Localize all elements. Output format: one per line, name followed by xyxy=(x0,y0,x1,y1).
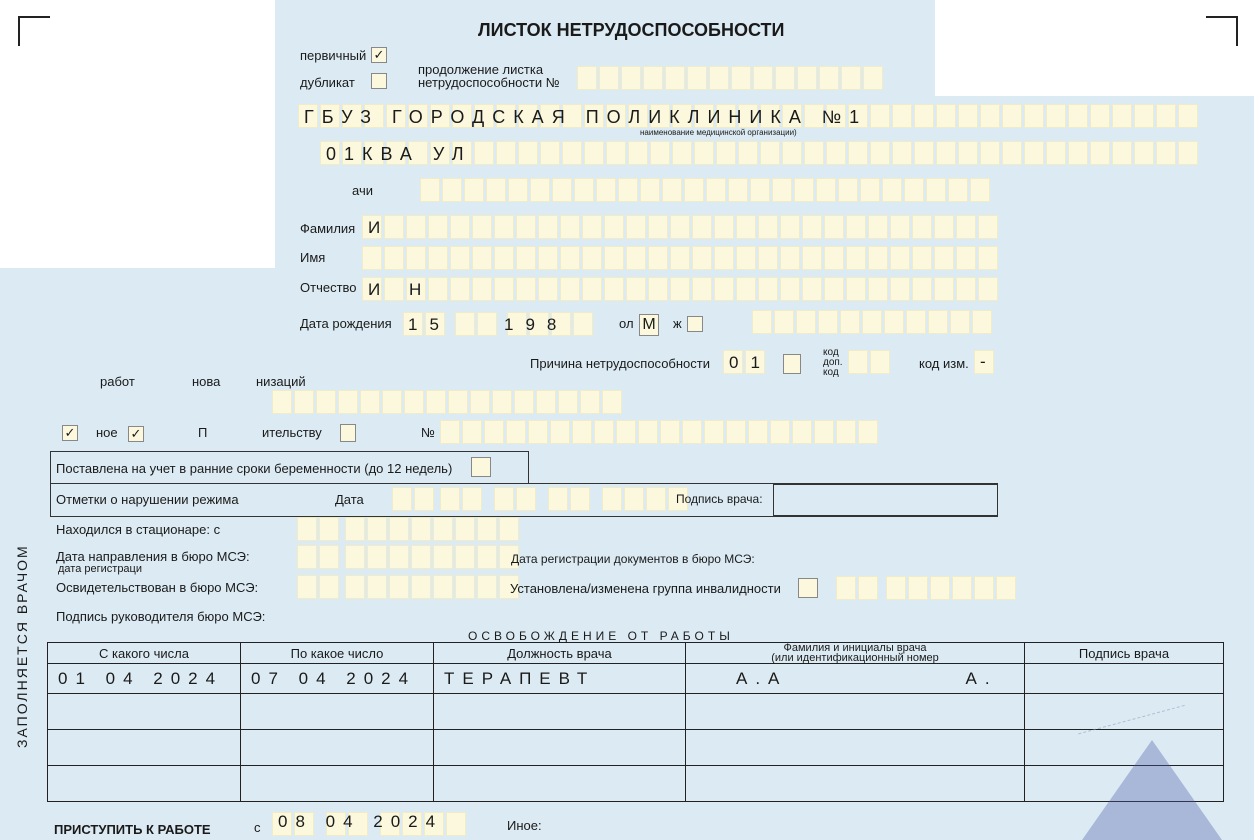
work-org-cells[interactable] xyxy=(272,390,622,414)
main-work-checkbox[interactable]: ✓ xyxy=(62,425,78,441)
release-title: ОСВОБОЖДЕНИЕ ОТ РАБОТЫ xyxy=(468,629,734,643)
patronymic-value: И Н xyxy=(368,280,434,299)
duplicate-checkbox[interactable] xyxy=(371,73,387,89)
sex-f-label: ж xyxy=(673,316,682,331)
extra-cells[interactable] xyxy=(752,310,992,334)
continuation-label-2: нетрудоспособности № xyxy=(418,75,560,90)
row1-from[interactable]: 01 04 2024 xyxy=(48,664,241,694)
form-title: ЛИСТОК НЕТРУДОСПОСОБНОСТИ xyxy=(478,20,785,40)
name-label: Имя xyxy=(300,250,326,265)
row2-doctor-name[interactable] xyxy=(686,694,1025,730)
hospital-date-cells[interactable] xyxy=(297,517,519,541)
reason-label: Причина нетрудоспособности xyxy=(530,356,711,371)
row4-position[interactable] xyxy=(434,766,686,802)
part-time-label: П xyxy=(198,425,208,440)
duplicate-label: дубликат xyxy=(300,75,355,90)
row3-to[interactable] xyxy=(241,730,434,766)
dob-day: 15 xyxy=(408,315,451,334)
row1-doctor-name-value: А.А xyxy=(736,668,788,688)
patronymic-cells[interactable] xyxy=(362,277,998,301)
date-label: Дата xyxy=(335,492,364,507)
col-doctor-name xyxy=(686,643,1025,664)
disability-group-box[interactable] xyxy=(798,578,818,598)
work-org-label-3: низаций xyxy=(256,374,306,389)
seal-stamp xyxy=(1082,740,1222,840)
mse-direction-label: Дата направления в бюро МСЭ: xyxy=(56,549,250,564)
col-signature: Подпись врача xyxy=(1025,643,1224,664)
row1-position[interactable]: ТЕРАПЕВТ xyxy=(434,664,686,694)
redacted-area-top-right xyxy=(935,0,1254,96)
row3-position[interactable] xyxy=(434,730,686,766)
mse-reg-label: Дата регистрации документов в бюро МСЭ: xyxy=(511,552,755,566)
sex-f-checkbox[interactable] xyxy=(687,316,703,332)
continuation-number-cells[interactable] xyxy=(577,66,883,90)
vertical-label: ЗАПОЛНЯЕТСЯ ВРАЧОМ xyxy=(14,544,30,748)
code-dop-3: код xyxy=(823,367,839,378)
continuation-label-1: продолжение листка xyxy=(418,62,544,77)
work-org-label-2: нова xyxy=(192,374,221,389)
primary-label: первичный xyxy=(300,48,367,63)
main-work-label: ное xyxy=(96,425,118,440)
doctor-sign-label: Подпись врача: xyxy=(676,492,763,506)
col-to: По какое число xyxy=(241,643,434,664)
mse-reg-fragment: дата регистраци xyxy=(58,563,142,575)
code-change-value: - xyxy=(980,352,998,371)
sex-label: ол xyxy=(619,316,634,331)
return-label: ПРИСТУПИТЬ К РАБОТЕ xyxy=(54,822,211,837)
row4-from[interactable] xyxy=(48,766,241,802)
row2-position[interactable] xyxy=(434,694,686,730)
code-dop-1: код xyxy=(823,347,839,358)
corner-mark-right xyxy=(1206,16,1238,46)
row1-doctor-initial: А. xyxy=(965,668,998,688)
primary-checkbox[interactable]: ✓ xyxy=(371,47,387,63)
org-caption: наименование медицинской организации) xyxy=(640,128,797,137)
number-label: № xyxy=(421,425,435,440)
col-position: Должность врача xyxy=(434,643,686,664)
row3-doctor-name[interactable] xyxy=(686,730,1025,766)
row4-to[interactable] xyxy=(241,766,434,802)
release-table xyxy=(47,642,1224,802)
col-doctor-name-label: Фамилия и инициалы врача xyxy=(783,642,927,654)
dob-label: Дата рождения xyxy=(300,316,392,331)
mse-head-sign-label: Подпись руководителя бюро МСЭ: xyxy=(56,609,266,624)
row3-from[interactable] xyxy=(48,730,241,766)
row1-doctor-name[interactable] xyxy=(686,664,1025,694)
col-from: С какого числа xyxy=(48,643,241,664)
mse-exam-cells[interactable] xyxy=(297,575,519,599)
part-time-checkbox[interactable]: ✓ xyxy=(128,426,144,442)
reason-extra-box[interactable] xyxy=(783,354,801,374)
code-dop-2: доп. xyxy=(823,357,843,368)
violation-date-cells[interactable] xyxy=(392,487,688,511)
row4-doctor-name[interactable] xyxy=(686,766,1025,802)
row1-to[interactable]: 07 04 2024 xyxy=(241,664,434,694)
code-change-label: код изм. xyxy=(919,356,969,371)
pregnancy-label: Поставлена на учет в ранние сроки беременности (до 12 недель) xyxy=(56,461,453,476)
mse-exam-label: Освидетельствован в бюро МСЭ: xyxy=(56,580,259,595)
mse-direction-cells[interactable] xyxy=(297,545,519,569)
pregnancy-checkbox[interactable] xyxy=(471,457,491,477)
other-label: Иное: xyxy=(507,818,542,833)
work-org-label-1: работ xyxy=(100,374,135,389)
patronymic-label: Отчество xyxy=(300,280,357,295)
disability-label: Установлена/изменена группа инвалидности xyxy=(510,581,781,596)
return-date-value: 08 04 2024 xyxy=(278,812,444,831)
reason-code-value: 01 xyxy=(729,353,772,372)
dob-year: 198 xyxy=(504,315,569,334)
doctor-fragment-label: ачи xyxy=(352,183,373,198)
row2-to[interactable] xyxy=(241,694,434,730)
surname-cells[interactable] xyxy=(362,215,998,239)
violation-label: Отметки о нарушении режима xyxy=(56,492,239,507)
part-time-label-2: ительству xyxy=(262,425,322,440)
disability-date-cells[interactable] xyxy=(836,576,1016,600)
return-from-label: с xyxy=(254,820,261,835)
hospital-label: Находился в стационаре: с xyxy=(56,522,221,537)
sex-m-checkbox[interactable]: М xyxy=(639,314,659,336)
doctor-cells[interactable] xyxy=(420,178,990,202)
row2-from[interactable] xyxy=(48,694,241,730)
part-time-box[interactable] xyxy=(340,424,356,442)
org-name-value: ГБУЗ ГОРОДСКАЯ ПОЛИКЛИНИКА №1 xyxy=(304,107,868,127)
surname-label: Фамилия xyxy=(300,221,356,236)
name-cells[interactable] xyxy=(362,246,998,270)
col-doctor-name-sub: (или идентификационный номер xyxy=(771,652,939,664)
number-cells[interactable] xyxy=(440,420,878,444)
surname-value: И xyxy=(368,218,393,237)
address-value: 01КВА УЛ xyxy=(326,144,472,164)
code-dop-cells[interactable] xyxy=(848,350,890,374)
corner-mark-left xyxy=(18,16,50,46)
doctor-sign-box[interactable] xyxy=(773,484,998,516)
